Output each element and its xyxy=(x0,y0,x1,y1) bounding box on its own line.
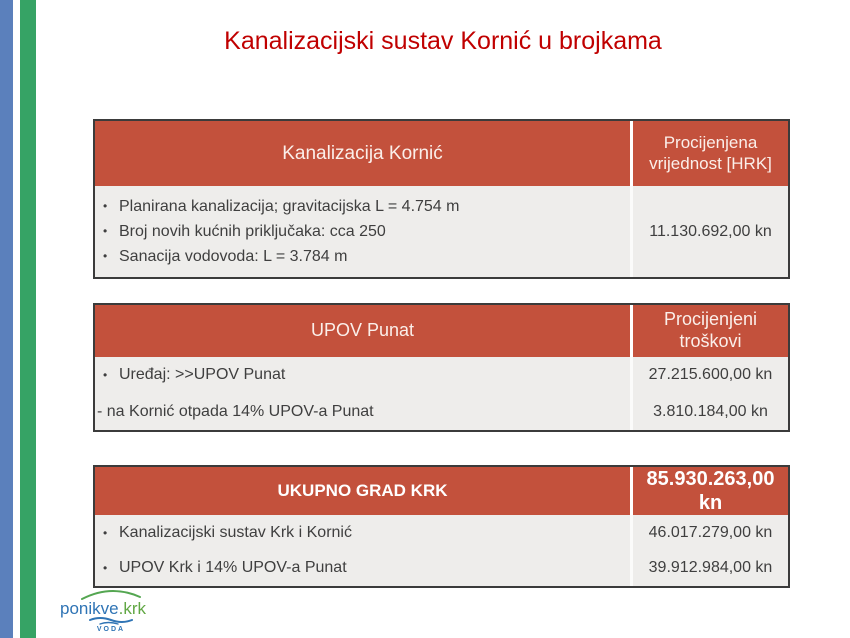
bullet-icon: • xyxy=(103,224,108,238)
table2-row1-text: Uređaj: >>UPOV Punat xyxy=(119,366,286,384)
left-stripe-blue xyxy=(0,0,13,638)
table-kanalizacija-kornic xyxy=(93,119,790,279)
table3-row2-label xyxy=(95,551,630,587)
logo-text-krk: .krk xyxy=(118,599,146,618)
table1-bullet-1-text: Planirana kanalizacija; gravitacijska L = 4.754 m xyxy=(119,198,460,215)
bullet-icon: • xyxy=(103,561,108,576)
table3-row2-text: UPOV Krk i 14% UPOV-a Punat xyxy=(119,559,347,577)
table1-header-label: Kanalizacija Kornić xyxy=(282,142,443,164)
table3-row1-label xyxy=(95,515,630,551)
table-ukupno-grad-krk xyxy=(93,465,790,588)
table2-header-value-label: Procijenjeni troškovi xyxy=(630,305,788,357)
list-item xyxy=(101,219,630,244)
list-item xyxy=(101,244,630,269)
list-item xyxy=(101,194,630,219)
table3-row2-value: 39.912.984,00 kn xyxy=(630,551,788,587)
table3-total-value: 85.930.263,00 kn xyxy=(630,467,788,516)
logo-text-ponikve: ponikve xyxy=(60,599,119,618)
left-stripe-green xyxy=(20,0,36,638)
logo-wave-icon xyxy=(88,616,134,626)
table1-bullet-3-text: Sanacija vodovoda: L = 3.784 m xyxy=(119,248,348,265)
table1-body-row xyxy=(95,186,788,277)
table2-header-label: UPOV Punat xyxy=(310,320,415,341)
ponikve-krk-logo xyxy=(56,592,166,636)
table1-bullet-2-text: Broj novih kućnih priključaka: cca 250 xyxy=(119,223,386,240)
table1-header-value-label: Procijenjena vrijednost [HRK] xyxy=(630,121,788,186)
table3-body xyxy=(95,515,788,586)
table2-header-row xyxy=(95,305,788,357)
table3-row1-text: Kanalizacijski sustav Krk i Kornić xyxy=(119,523,352,541)
table1-header-row xyxy=(95,121,788,186)
bullet-icon: • xyxy=(103,199,108,213)
table3-row1-value: 46.017.279,00 kn xyxy=(630,515,788,551)
table2-row2-value: 3.810.184,00 kn xyxy=(630,394,788,431)
logo-subtext: VODA xyxy=(96,626,126,633)
slide-title: Kanalizacijski sustav Kornić u brojkama xyxy=(224,27,662,55)
table3-header-row xyxy=(95,467,788,515)
table1-bullet-list xyxy=(95,186,630,277)
table1-value: 11.130.692,00 kn xyxy=(630,186,788,277)
table2-row1-label xyxy=(95,357,630,394)
table2-body xyxy=(95,357,788,430)
table2-row2-label: - na Kornić otpada 14% UPOV-a Punat xyxy=(97,402,374,420)
table-upov-punat xyxy=(93,303,790,432)
bullet-icon: • xyxy=(103,249,108,263)
table3-header-label: UKUPNO GRAD KRK xyxy=(277,481,448,501)
bullet-icon: • xyxy=(103,368,108,383)
bullet-icon: • xyxy=(103,525,108,540)
table2-row1-value: 27.215.600,00 kn xyxy=(630,357,788,394)
